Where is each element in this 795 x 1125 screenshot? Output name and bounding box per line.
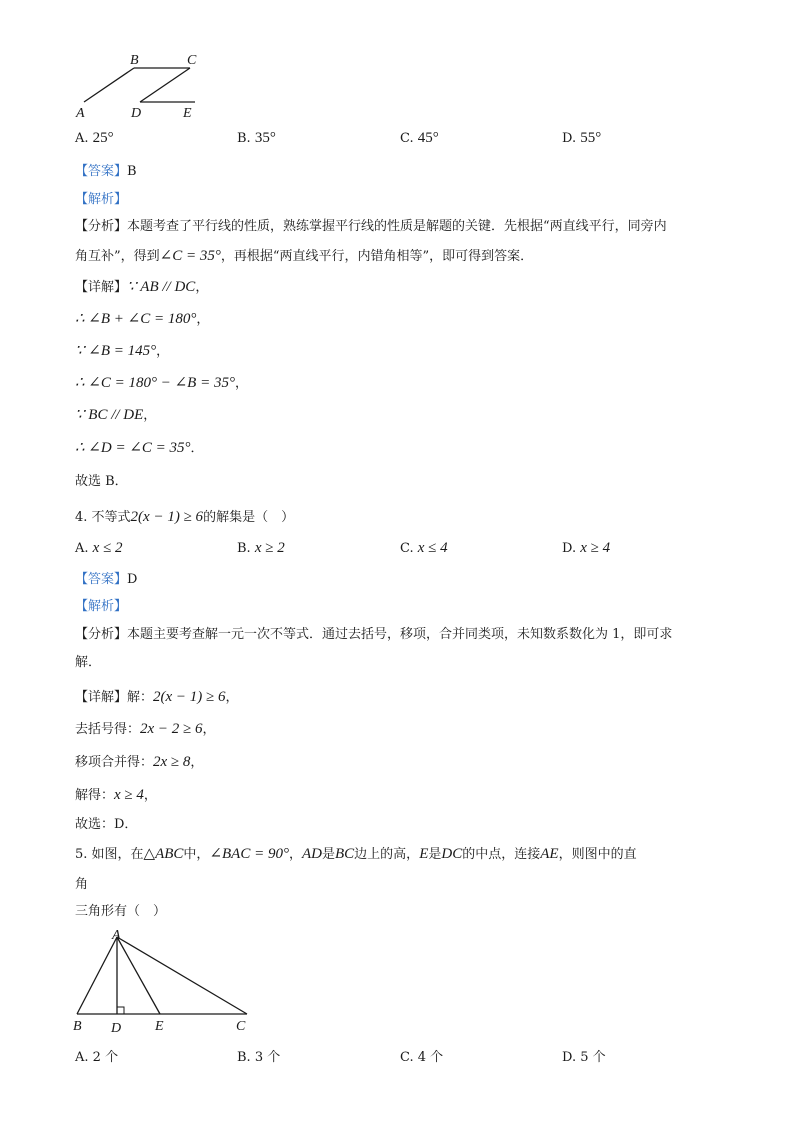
conclusion-text: 故选：D． bbox=[75, 817, 138, 832]
q3-option-d[interactable] bbox=[562, 130, 601, 147]
detail-math: ∵ ∠B = 145° bbox=[75, 343, 157, 359]
q5-stem-line2 bbox=[75, 873, 88, 892]
stem-math: BC bbox=[335, 846, 355, 862]
q4-fenxi-line2 bbox=[75, 651, 101, 670]
q5-option-d[interactable] bbox=[562, 1046, 606, 1065]
conclusion-text: 故选 B． bbox=[75, 474, 128, 489]
option-letter: B. bbox=[237, 541, 251, 556]
q3-detail-line4 bbox=[75, 372, 248, 392]
detail-math: ∴ ∠D = ∠C = 35° bbox=[75, 440, 191, 456]
q3-detail-line1 bbox=[75, 276, 208, 296]
q5-option-c[interactable] bbox=[400, 1046, 443, 1065]
label-b: B bbox=[73, 1019, 82, 1034]
answer-tag: 【答案】 bbox=[75, 164, 128, 179]
detail-math: ∴ ∠B + ∠C = 180° bbox=[75, 311, 197, 327]
q3-fenxi-line1 bbox=[75, 215, 667, 234]
stem-math: △ABC bbox=[143, 846, 184, 862]
option-value: 5 个 bbox=[580, 1050, 606, 1065]
label-e: E bbox=[183, 106, 192, 121]
label-a: A bbox=[112, 928, 121, 943]
option-letter: A. bbox=[75, 541, 89, 556]
q5-option-a[interactable] bbox=[75, 1046, 118, 1065]
stem-text: ，则图中的直 bbox=[558, 847, 637, 862]
q4-option-d[interactable] bbox=[562, 540, 610, 557]
answer-value: D bbox=[127, 572, 138, 587]
punct: ， bbox=[143, 408, 157, 423]
q3-detail-line5 bbox=[75, 404, 156, 424]
option-letter: A. bbox=[75, 131, 89, 146]
q3-detail-line2 bbox=[75, 308, 209, 328]
q4-option-b[interactable] bbox=[237, 540, 285, 557]
q3-detail-line6 bbox=[75, 437, 204, 457]
q3-detail-line3 bbox=[75, 340, 169, 360]
q4-detail-line1 bbox=[75, 686, 239, 706]
step-math: x ≥ 4 bbox=[114, 787, 144, 803]
fenxi-text: ，再根据“两直线平行，内错角相等”，即可得到答案． bbox=[220, 249, 534, 264]
stem-math: E bbox=[419, 846, 429, 862]
punct: ， bbox=[195, 280, 209, 295]
segment-ab bbox=[84, 68, 134, 102]
option-letter: C. bbox=[400, 131, 414, 146]
punct: ， bbox=[234, 376, 248, 391]
label-c: C bbox=[236, 1019, 246, 1034]
step-math: 2x − 2 ≥ 6 bbox=[140, 721, 203, 737]
segment-ae bbox=[117, 937, 160, 1014]
step-label: 解得： bbox=[75, 788, 115, 803]
q3-fenxi-line2 bbox=[75, 245, 533, 265]
stem-text: 中， bbox=[183, 847, 210, 862]
fenxi-text: 本题主要考查解一元一次不等式．通过去括号，移项，合并同类项，未知数系数化为 1，即可求 bbox=[127, 627, 673, 642]
right-angle-mark bbox=[117, 1007, 124, 1014]
option-letter: D. bbox=[562, 541, 577, 556]
right-triangle-figure bbox=[70, 922, 260, 1038]
segment-cd bbox=[140, 68, 190, 102]
label-c: C bbox=[187, 53, 197, 68]
punct: ， bbox=[143, 788, 157, 803]
q3-analysis-heading bbox=[75, 188, 127, 207]
q3-option-b[interactable] bbox=[237, 130, 276, 147]
label-d: D bbox=[111, 1021, 122, 1036]
q4-option-c[interactable] bbox=[400, 540, 448, 557]
stem-text: 三角形有（ ） bbox=[75, 904, 167, 919]
option-value: 45° bbox=[417, 130, 439, 146]
q5-option-b[interactable] bbox=[237, 1046, 280, 1065]
option-letter: A. bbox=[75, 1050, 89, 1065]
step-math: 2(x − 1) ≥ 6 bbox=[153, 689, 226, 705]
punct: ， bbox=[156, 344, 170, 359]
option-value: 2 个 bbox=[92, 1050, 119, 1065]
stem-math: ∠BAC = 90° bbox=[209, 846, 289, 862]
stem-text: 的中点，连接 bbox=[462, 847, 541, 862]
analysis-tag: 【解析】 bbox=[75, 192, 128, 207]
q3-conclusion bbox=[75, 470, 128, 489]
fenxi-text: 角互补”，得到 bbox=[75, 249, 160, 264]
label-a: A bbox=[76, 106, 85, 121]
q4-stem bbox=[75, 506, 294, 526]
stem-text: 是 bbox=[428, 847, 442, 862]
q4-detail-line4 bbox=[75, 784, 157, 804]
fenxi-tag: 【分析】 bbox=[75, 219, 128, 234]
option-letter: D. bbox=[562, 131, 577, 146]
detail-tag: 【详解】 bbox=[75, 280, 128, 295]
option-value: x ≤ 2 bbox=[92, 540, 123, 556]
punct: ， bbox=[196, 312, 210, 327]
q4-detail-line3 bbox=[75, 751, 203, 771]
step-label: 移项合并得： bbox=[75, 755, 154, 770]
option-value: x ≤ 4 bbox=[417, 540, 448, 556]
segment-ac bbox=[117, 937, 247, 1014]
step-label: 解： bbox=[127, 690, 154, 705]
label-e: E bbox=[155, 1019, 164, 1034]
stem-math: AE bbox=[540, 846, 559, 862]
label-b: B bbox=[130, 53, 139, 68]
stem-text: 角 bbox=[75, 877, 89, 892]
option-letter: B. bbox=[237, 1050, 251, 1065]
fenxi-text: 本题考查了平行线的性质，熟练掌握平行线的性质是解题的关键．先根据“两直线平行，同旁内 bbox=[127, 219, 667, 234]
punct: ， bbox=[202, 722, 216, 737]
option-letter: C. bbox=[400, 541, 414, 556]
segment-ab bbox=[77, 937, 117, 1014]
option-letter: B. bbox=[237, 131, 251, 146]
stem-math: AD bbox=[301, 846, 322, 862]
q3-answer bbox=[75, 160, 137, 179]
option-value: 55° bbox=[580, 130, 602, 146]
stem-text: 边上的高， bbox=[354, 847, 420, 862]
q4-option-a[interactable] bbox=[75, 540, 123, 557]
q4-answer bbox=[75, 568, 137, 587]
stem-math: 2(x − 1) ≥ 6 bbox=[130, 509, 204, 525]
stem-text: ， bbox=[288, 847, 302, 862]
stem-text: 是 bbox=[321, 847, 335, 862]
q3-option-a[interactable] bbox=[75, 130, 114, 147]
option-letter: C. bbox=[400, 1050, 414, 1065]
q4-analysis-heading bbox=[75, 595, 127, 614]
q5-stem-line3 bbox=[75, 900, 166, 919]
answer-value: B bbox=[127, 164, 137, 179]
step-math: 2x ≥ 8 bbox=[153, 754, 191, 770]
option-value: x ≥ 2 bbox=[254, 540, 285, 556]
q4-fenxi-line1 bbox=[75, 623, 672, 642]
q5-stem-line1 bbox=[75, 843, 637, 863]
option-letter: D. bbox=[562, 1050, 577, 1065]
option-value: 3 个 bbox=[254, 1050, 281, 1065]
option-value: 25° bbox=[92, 130, 114, 146]
fenxi-math: ∠C = 35° bbox=[159, 248, 221, 264]
answer-tag: 【答案】 bbox=[75, 572, 128, 587]
stem-math: DC bbox=[441, 846, 463, 862]
q4-conclusion bbox=[75, 813, 137, 832]
q4-detail-line2 bbox=[75, 718, 216, 738]
punct: ， bbox=[225, 690, 239, 705]
label-d: D bbox=[131, 106, 142, 121]
stem-text: 的解集是（ ） bbox=[203, 510, 295, 525]
detail-tag: 【详解】 bbox=[75, 690, 128, 705]
analysis-tag: 【解析】 bbox=[75, 599, 128, 614]
fenxi-text: 解． bbox=[75, 655, 102, 670]
fenxi-tag: 【分析】 bbox=[75, 627, 128, 642]
punct: ， bbox=[190, 755, 204, 770]
option-value: 35° bbox=[254, 130, 276, 146]
punct: ． bbox=[190, 441, 204, 456]
q3-option-c[interactable] bbox=[400, 130, 439, 147]
stem-text: 4. 不等式 bbox=[75, 510, 131, 525]
option-value: 4 个 bbox=[417, 1050, 444, 1065]
stem-text: 5. 如图，在 bbox=[75, 847, 144, 862]
option-value: x ≥ 4 bbox=[580, 540, 611, 556]
parallel-lines-figure bbox=[70, 50, 230, 122]
detail-math: ∴ ∠C = 180° − ∠B = 35° bbox=[75, 375, 235, 391]
step-label: 去括号得： bbox=[75, 722, 141, 737]
detail-math: ∵ BC // DE bbox=[75, 407, 144, 423]
detail-math: ∵ AB // DC bbox=[127, 279, 196, 295]
